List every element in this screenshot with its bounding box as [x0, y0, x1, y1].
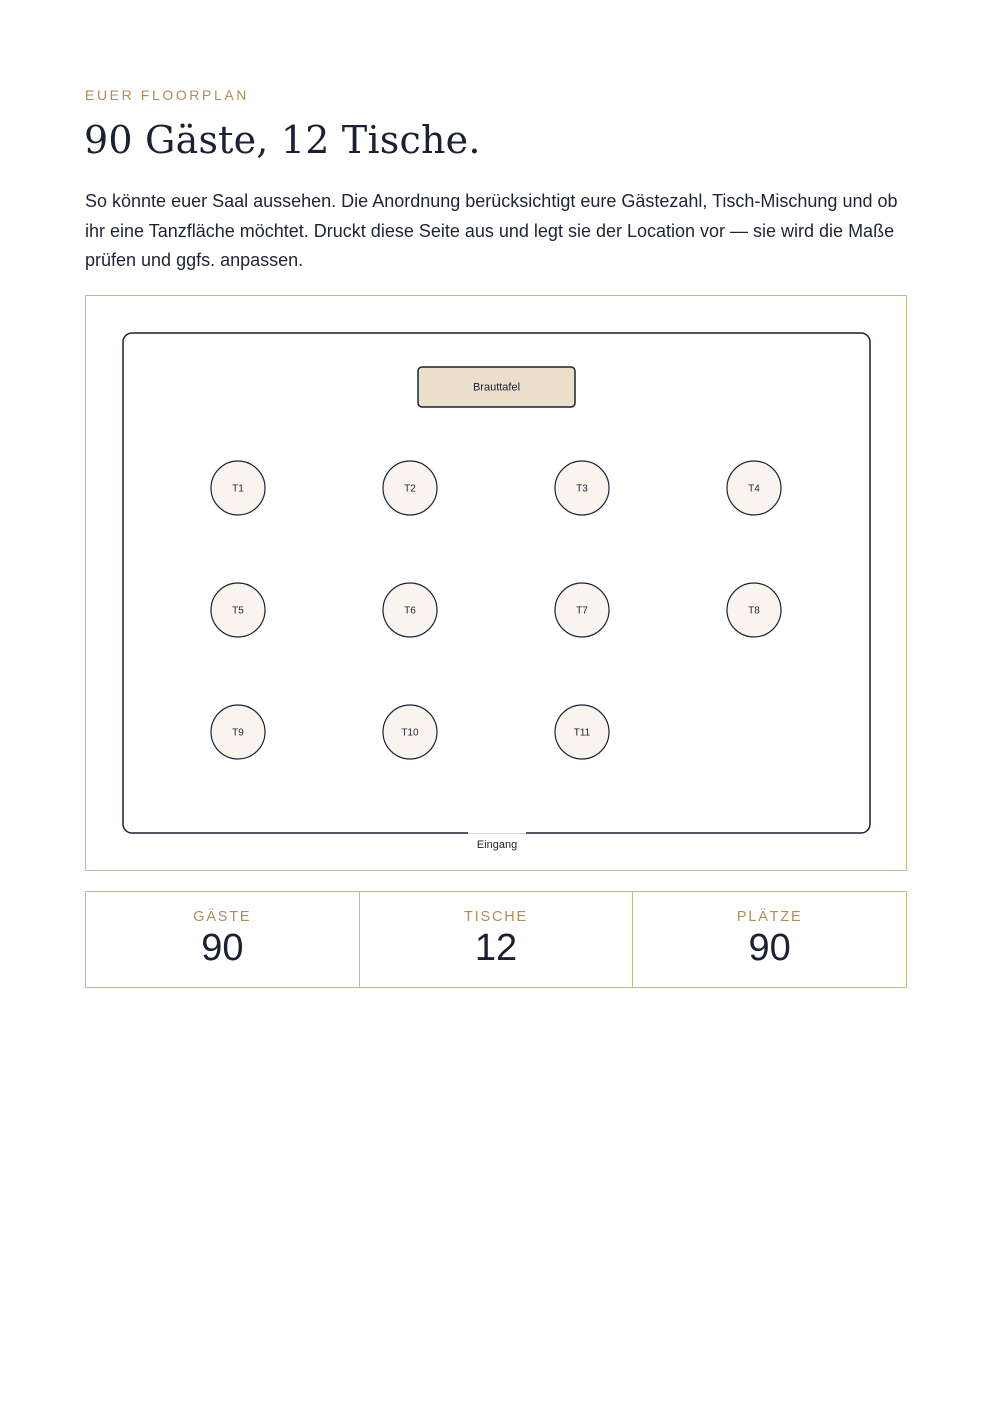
head-table-label: Brauttafel — [472, 381, 521, 394]
table-label: T8 — [748, 605, 760, 617]
table-label: T3 — [576, 483, 588, 495]
table-t11 — [555, 705, 609, 759]
table-t1 — [211, 461, 265, 515]
table-t4 — [727, 461, 781, 515]
table-label: T9 — [232, 727, 244, 739]
stat-label: GÄSTE — [193, 909, 252, 925]
stat-value: 90 — [748, 927, 791, 969]
entrance-label: Eingang — [476, 839, 518, 851]
stat-value: 12 — [474, 927, 518, 969]
stat-label: TISCHE — [464, 909, 528, 925]
intro-paragraph: So könnte euer Saal aussehen. Die Anordnung berücksichtigt eure Gästezahl, Tisch-Mischung und ob ihr eine Tanzfläche möchtet. Druckt diese Seite aus und legt sie der Location vor — sie wird die Maße prüfen und ggfs. anpassen. — [85, 191, 898, 270]
table-label: T4 — [748, 483, 760, 495]
table-t8 — [727, 583, 781, 637]
stats-panel — [85, 891, 907, 988]
floorplan-frame — [85, 295, 907, 871]
stat-guests — [86, 892, 360, 987]
stat-label: PLÄTZE — [736, 909, 803, 925]
stat-seats — [633, 892, 906, 987]
page-title: 90 Gäste, 12 Tische. — [84, 118, 481, 162]
table-label: T2 — [404, 483, 416, 495]
table-label: T10 — [401, 727, 419, 739]
table-label: T5 — [232, 605, 244, 617]
stat-value: 90 — [201, 927, 244, 969]
table-t9 — [211, 705, 265, 759]
eyebrow-label: EUER FLOORPLAN — [85, 87, 249, 103]
table-t2 — [383, 461, 437, 515]
table-label: T6 — [404, 605, 416, 617]
table-label: T11 — [573, 727, 591, 739]
table-t3 — [555, 461, 609, 515]
table-label: T1 — [232, 483, 244, 495]
table-t6 — [383, 583, 437, 637]
stat-tables — [360, 892, 634, 987]
head-table — [418, 367, 575, 407]
floorplan-svg — [86, 296, 906, 870]
table-t5 — [211, 583, 265, 637]
table-t10 — [383, 705, 437, 759]
table-label: T7 — [576, 605, 588, 617]
table-t7 — [555, 583, 609, 637]
